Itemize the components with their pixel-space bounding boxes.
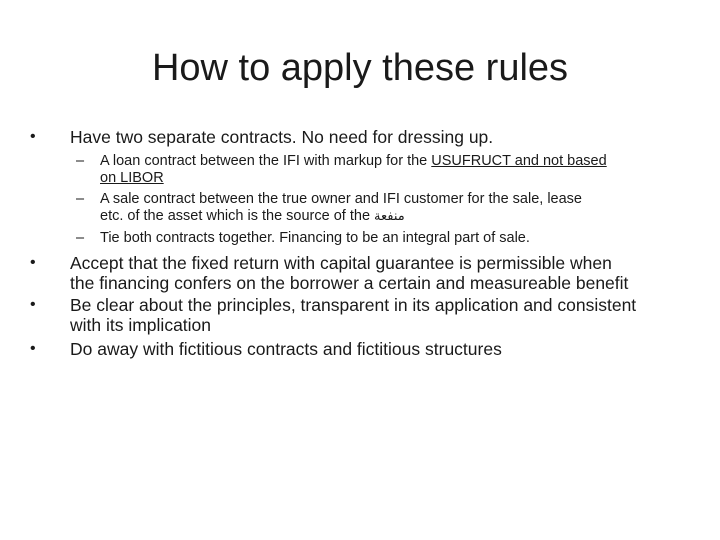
bullet-2: [30, 253, 700, 295]
sub-bullet-3: [76, 230, 696, 248]
bullet-3: [30, 295, 700, 337]
sub-bullet-1-underlined-a: USUFRUCT and not based: [431, 153, 607, 169]
sub-bullet-2-line-1: A sale contract between the true owner and IFI customer for the sale, lease: [100, 191, 582, 207]
bullet-mark: •: [30, 254, 36, 271]
bullet-mark: •: [30, 128, 36, 145]
dash-mark: –: [76, 230, 85, 246]
sub-bullet-3-text: Tie both contracts together. Financing to be an integral part of sale.: [100, 230, 530, 246]
bullet-3-line-2: with its implication: [70, 315, 212, 335]
sub-bullet-1: [76, 153, 696, 187]
bullet-mark: •: [30, 340, 36, 357]
bullet-3-line-1: Be clear about the principles, transparent in its application and consistent: [70, 295, 637, 315]
sub-bullet-2: [76, 191, 696, 225]
arabic-term: منفعة: [374, 208, 405, 224]
slide-title: How to apply these rules: [151, 47, 569, 89]
bullet-1-text: Have two separate contracts. No need for dressing up.: [70, 127, 494, 147]
dash-mark: –: [76, 153, 85, 169]
sub-bullet-1-text-a: A loan contract between the IFI with markup for the: [100, 153, 432, 169]
bullet-2-line-1: Accept that the fixed return with capital guarantee is permissible when: [70, 253, 612, 273]
sub-bullet-2-line-2: etc. of the asset which is the source of the: [100, 207, 375, 224]
bullet-mark: •: [30, 296, 36, 313]
bullet-2-line-2: the financing confers on the borrower a certain and measureable benefit: [70, 273, 629, 293]
bullet-4: [30, 339, 700, 361]
bullet-1: [30, 127, 690, 149]
dash-mark: –: [76, 191, 85, 207]
sub-bullet-1-underlined-b: on LIBOR: [100, 169, 164, 186]
bullet-4-text: Do away with fictitious contracts and fictitious structures: [70, 339, 502, 359]
